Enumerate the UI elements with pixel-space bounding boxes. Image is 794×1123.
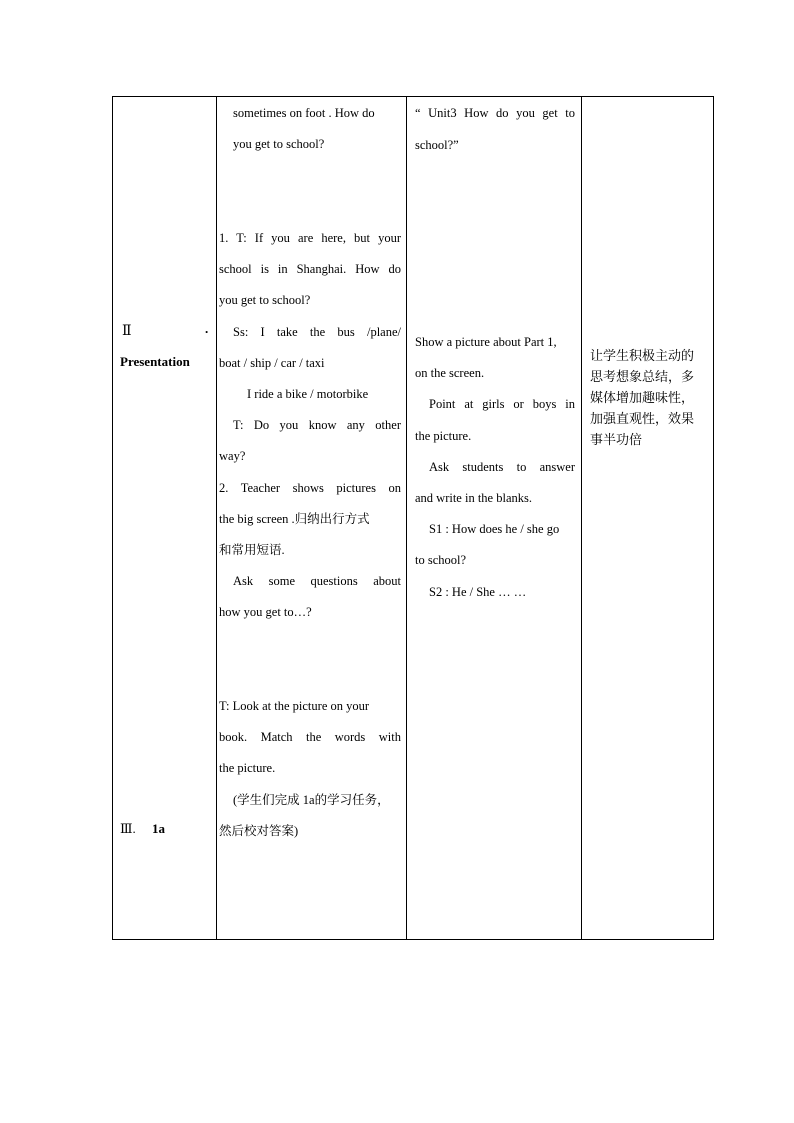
lesson-plan-table <box>112 96 714 940</box>
student-line: “ Unit3 How do you get to <box>415 106 575 120</box>
teacher-line: Ask some questions about <box>233 574 401 588</box>
student-line: Show a picture about Part 1, <box>415 335 557 349</box>
stage-1a-roman: Ⅲ. <box>120 821 136 836</box>
student-line: the picture. <box>415 429 472 443</box>
student-activity-column <box>407 97 581 939</box>
purpose-line: 加强直观性，效果 <box>590 412 695 427</box>
student-line: to school? <box>415 553 467 567</box>
teacher-line: book. Match the words with <box>219 730 401 744</box>
student-line: S2 : He / She … … <box>429 585 527 599</box>
teacher-line: you get to school? <box>233 137 325 151</box>
teacher-line: 然后校对答案) <box>219 824 299 838</box>
stage-presentation-roman: Ⅱ <box>122 324 132 339</box>
teacher-line: way? <box>219 449 246 463</box>
teacher-line: (学生们完成 1a的学习任务， <box>233 793 390 807</box>
student-line: S1 : How does he / she go <box>429 522 560 536</box>
teacher-line: T: Look at the picture on your <box>219 699 370 713</box>
student-line: school?” <box>415 138 459 152</box>
teacher-line: Ss: I take the bus /plane/ <box>233 325 401 339</box>
student-line: on the screen. <box>415 366 485 380</box>
teacher-line: you get to school? <box>219 293 311 307</box>
teacher-line: 1. T: If you are here, but your <box>219 231 401 245</box>
teacher-activity-column <box>217 97 405 939</box>
purpose-line: 让学生积极主动的 <box>590 349 695 364</box>
teacher-line: sometimes on foot . How do <box>233 106 375 120</box>
teacher-line: school is in Shanghai. How do <box>219 262 401 276</box>
teacher-line: how you get to…? <box>219 605 312 619</box>
student-line: and write in the blanks. <box>415 491 532 505</box>
purpose-line: 媒体增加趣味性， <box>590 391 695 406</box>
teacher-line: boat / ship / car / taxi <box>219 356 325 370</box>
teacher-line: T: Do you know any other <box>233 418 401 432</box>
teacher-line: 和常用短语. <box>219 543 285 557</box>
purpose-line: 思考想象总结，多 <box>590 370 695 385</box>
stage-presentation-label: Presentation <box>120 354 190 369</box>
student-line: Ask students to answer <box>429 460 575 474</box>
teacher-line: I ride a bike / motorbike <box>247 387 369 401</box>
stage-1a-label: 1a <box>152 821 165 836</box>
teacher-line: the picture. <box>219 761 276 775</box>
purpose-column <box>582 97 714 939</box>
stage-column <box>113 97 216 939</box>
stage-presentation-dot: . <box>205 321 209 336</box>
teacher-line: 2. Teacher shows pictures on <box>219 481 401 495</box>
teacher-line: the big screen .归纳出行方式 <box>219 512 370 526</box>
student-line: Point at girls or boys in <box>429 397 575 411</box>
purpose-line: 事半功倍 <box>590 433 643 448</box>
